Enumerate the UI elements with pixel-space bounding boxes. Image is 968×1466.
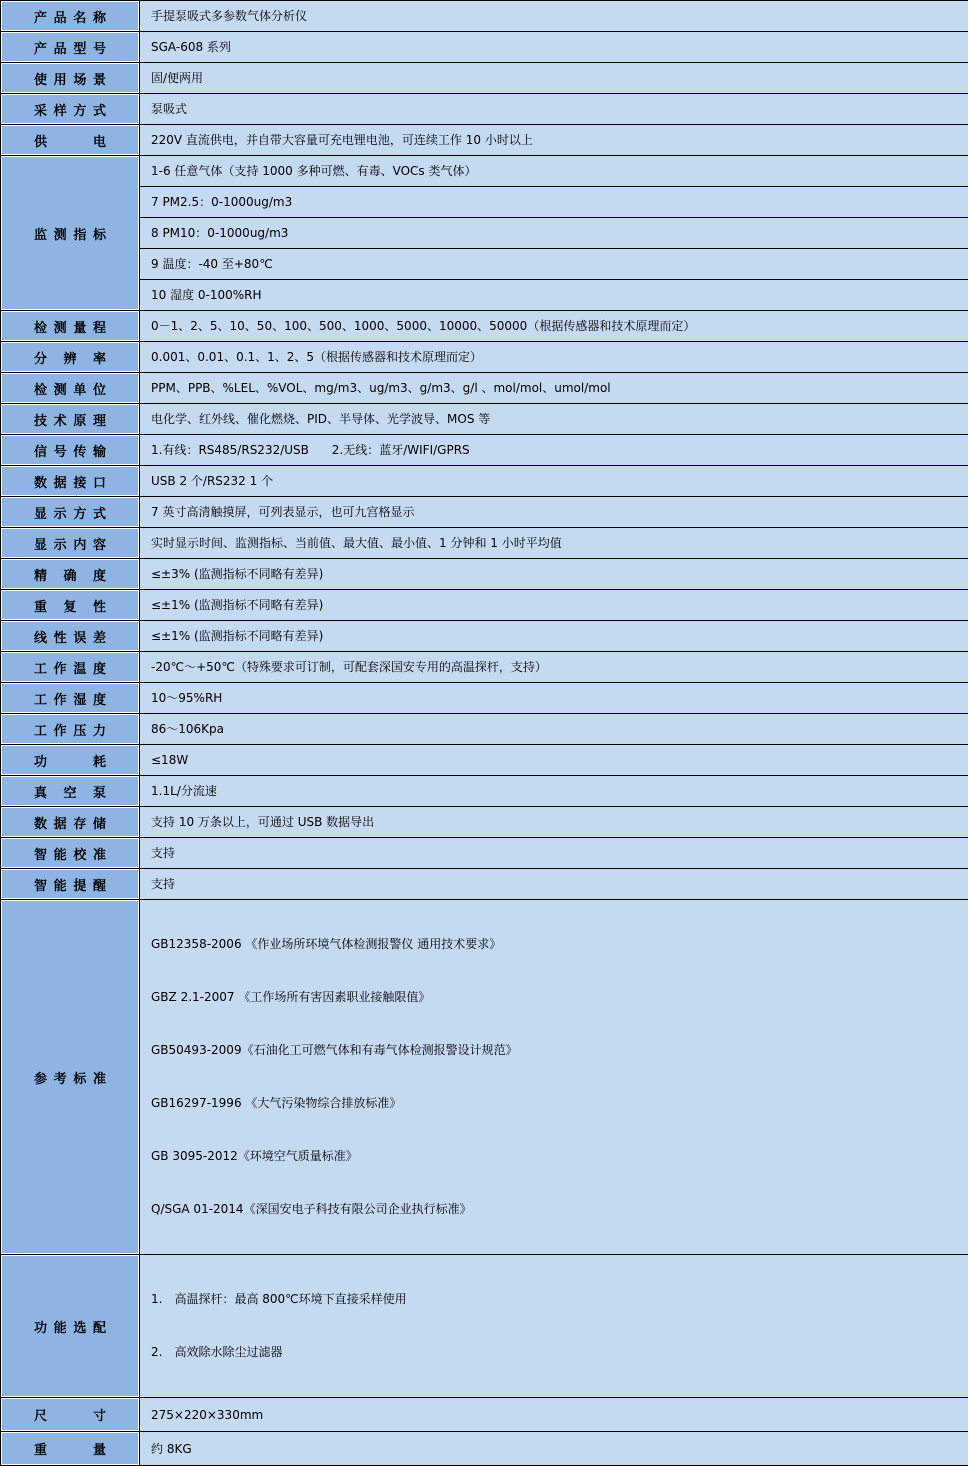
table-row (1, 869, 968, 900)
row-value: ≤±3% (监测指标不同略有差异) (140, 559, 968, 590)
row-label: 显示内容 (1, 528, 140, 559)
table-row (1, 528, 968, 559)
row-value: 86～106Kpa (140, 714, 968, 745)
row-value: 275×220×330mm (140, 1398, 968, 1432)
row-subvalue: 1-6 任意气体（支持 1000 多种可燃、有毒、VOCs 类气体） (140, 156, 968, 187)
table-row (1, 1, 968, 32)
row-subvalue: 8 PM10：0-1000ug/m3 (140, 218, 968, 249)
row-label: 产品名称 (1, 1, 140, 32)
table-row (1, 218, 968, 249)
table-row (1, 807, 968, 838)
row-label: 监测指标 (1, 156, 140, 311)
row-value: 220V 直流供电，并自带大容量可充电锂电池，可连续工作 10 小时以上 (140, 125, 968, 156)
table-row (1, 156, 968, 187)
row-subvalue: 10 湿度 0-100%RH (140, 280, 968, 311)
row-value: 实时显示时间、监测指标、当前值、最大值、最小值、1 分钟和 1 小时平均值 (140, 528, 968, 559)
table-row (1, 187, 968, 218)
row-label: 信号传输 (1, 435, 140, 466)
row-label: 产品型号 (1, 32, 140, 63)
row-value: 0.001、0.01、0.1、1、2、5（根据传感器和技术原理而定） (140, 342, 968, 373)
row-label: 真空泵 (1, 776, 140, 807)
row-label: 尺寸 (1, 1398, 140, 1432)
row-label: 显示方式 (1, 497, 140, 528)
row-value-multiline (140, 1255, 968, 1398)
table-row (1, 900, 968, 1255)
table-row (1, 714, 968, 745)
row-value: USB 2 个/RS232 1 个 (140, 466, 968, 497)
table-row (1, 1398, 968, 1432)
row-value: SGA-608 系列 (140, 32, 968, 63)
row-label: 检测单位 (1, 373, 140, 404)
row-value: 7 英寸高清触摸屏，可列表显示，也可九宫格显示 (140, 497, 968, 528)
table-row (1, 683, 968, 714)
row-value: 约 8KG (140, 1432, 968, 1466)
row-label: 参考标准 (1, 900, 140, 1255)
option-line: 1. 高温探杆：最高 800℃环境下直接采样使用 (151, 1289, 960, 1310)
table-row (1, 838, 968, 869)
row-value: ≤±1% (监测指标不同略有差异) (140, 590, 968, 621)
row-label: 数据接口 (1, 466, 140, 497)
row-value: 固/便两用 (140, 63, 968, 94)
row-label: 数据存储 (1, 807, 140, 838)
row-label: 工作温度 (1, 652, 140, 683)
standard-line: GB 3095-2012《环境空气质量标准》 (151, 1146, 960, 1167)
row-label: 工作湿度 (1, 683, 140, 714)
row-label: 使用场景 (1, 63, 140, 94)
table-row (1, 621, 968, 652)
row-value: ≤±1% (监测指标不同略有差异) (140, 621, 968, 652)
table-row (1, 280, 968, 311)
row-value: 支持 10 万条以上，可通过 USB 数据导出 (140, 807, 968, 838)
row-label: 智能校准 (1, 838, 140, 869)
row-label: 重复性 (1, 590, 140, 621)
row-label: 采样方式 (1, 94, 140, 125)
row-label: 工作压力 (1, 714, 140, 745)
table-row (1, 497, 968, 528)
table-row (1, 776, 968, 807)
table-row (1, 94, 968, 125)
row-value: 1.1L/分流速 (140, 776, 968, 807)
row-label: 功能选配 (1, 1255, 140, 1398)
row-value: 手提泵吸式多参数气体分析仪 (140, 1, 968, 32)
row-label: 检测量程 (1, 311, 140, 342)
table-row (1, 373, 968, 404)
table-row (1, 745, 968, 776)
row-label: 精确度 (1, 559, 140, 590)
table-row (1, 1255, 968, 1398)
row-value: ≤18W (140, 745, 968, 776)
row-value: -20℃～+50℃（特殊要求可订制，可配套深国安专用的高温探杆，支持） (140, 652, 968, 683)
row-label: 智能提醒 (1, 869, 140, 900)
table-row (1, 652, 968, 683)
row-value: 0－1、2、5、10、50、100、500、1000、5000、10000、50000（根据传感器和技术原理而定） (140, 311, 968, 342)
table-row (1, 559, 968, 590)
row-value: 10～95%RH (140, 683, 968, 714)
row-value-multiline (140, 900, 968, 1255)
row-label: 重量 (1, 1432, 140, 1466)
table-row (1, 1432, 968, 1466)
table-row (1, 342, 968, 373)
table-row (1, 125, 968, 156)
row-value: 电化学、红外线、催化燃烧、PID、半导体、光学波导、MOS 等 (140, 404, 968, 435)
row-value: 泵吸式 (140, 94, 968, 125)
row-label: 技术原理 (1, 404, 140, 435)
row-subvalue: 9 温度：-40 至+80℃ (140, 249, 968, 280)
table-row (1, 435, 968, 466)
standard-line: GB12358-2006 《作业场所环境气体检测报警仪 通用技术要求》 (151, 934, 960, 955)
row-label: 供电 (1, 125, 140, 156)
table-row (1, 590, 968, 621)
standard-line: GB50493-2009《石油化工可燃气体和有毒气体检测报警设计规范》 (151, 1040, 960, 1061)
row-value: 支持 (140, 869, 968, 900)
row-value: PPM、PPB、%LEL、%VOL、mg/m3、ug/m3、g/m3、g/l 、mol/mol、umol/mol (140, 373, 968, 404)
table-row (1, 311, 968, 342)
row-value: 支持 (140, 838, 968, 869)
table-row (1, 32, 968, 63)
table-row (1, 249, 968, 280)
row-value: 1.有线：RS485/RS232/USB 2.无线：蓝牙/WIFI/GPRS (140, 435, 968, 466)
standard-line: GB16297-1996 《大气污染物综合排放标准》 (151, 1093, 960, 1114)
table-row (1, 404, 968, 435)
option-line: 2. 高效除水除尘过滤器 (151, 1342, 960, 1363)
table-row (1, 466, 968, 497)
row-label: 功耗 (1, 745, 140, 776)
row-subvalue: 7 PM2.5：0-1000ug/m3 (140, 187, 968, 218)
standard-line: Q/SGA 01-2014《深国安电子科技有限公司企业执行标准》 (151, 1199, 960, 1220)
table-row (1, 63, 968, 94)
row-label: 线性误差 (1, 621, 140, 652)
standard-line: GBZ 2.1-2007 《工作场所有害因素职业接触限值》 (151, 987, 960, 1008)
row-label: 分辨率 (1, 342, 140, 373)
